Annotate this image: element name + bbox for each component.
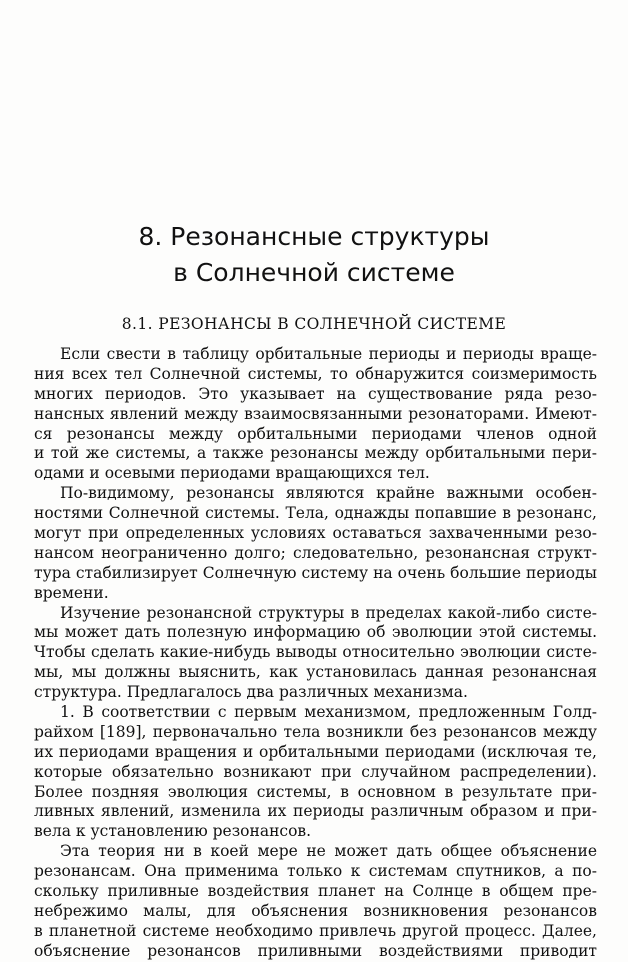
text-line: нансных явлений между взаимосвязанными резонаторами. Имеют- [34,404,597,423]
section-heading: 8.1. РЕЗОНАНСЫ В СОЛНЕЧНОЙ СИСТЕМЕ [121,315,507,333]
chapter-title-line-1: 8. Резонансные структуры [138,222,490,251]
text-line: и той же системы, а также резонансы между орбитальными пери- [34,444,597,463]
text-line: По-видимому, резонансы являются крайне важными особен- [60,484,597,503]
text-line: ния всех тел Солнечной системы, то обнаружится соизмеримость [34,364,597,383]
text-line: Эта теория ни в коей мере не может дать общее объяснение [60,842,597,861]
text-line: небрежимо малы, для объяснения возникновения резонансов [34,901,597,920]
text-line: Чтобы сделать какие-нибудь выводы относительно эволюции систе- [34,643,597,662]
text-line: Если свести в таблицу орбитальные периоды и периоды враще- [60,345,597,363]
text-line: времени. [34,583,109,602]
text-line: объяснение резонансов приливными воздействиями приводит [34,941,597,960]
text-line: 1. В соответствии с первым механизмом, предложенным Голд- [60,703,597,722]
chapter-title-line-2: в Солнечной системе [173,258,455,287]
text-line: мы, мы должны выяснить, как установилась данная резонансная [34,663,597,682]
text-line: многих периодов. Это указывает на существование ряда резо- [34,384,597,403]
text-line: скольку приливные воздействия планет на Солнце в общем пре- [34,882,597,901]
chapter-title [0,219,628,291]
text-line: в планетной системе необходимо привлечь другой процесс. Далее, [34,921,597,940]
text-line: ливных явлений, изменила их периоды различным образом и при- [34,802,597,821]
text-line: могут при определенных условиях оставаться захваченными резо- [34,524,597,543]
text-line: мы может дать полезную информацию об эволюции этой системы. [34,623,597,642]
text-line: Более поздняя эволюция системы, в основном в результате при- [34,782,597,801]
text-line: одами и осевыми периодами вращающихся тел. [34,464,430,483]
text-line: тура стабилизирует Солнечную систему на очень большие периоды [34,563,597,582]
text-line: их периодами вращения и орбитальными периодами (исключая те, [34,742,597,761]
text-line: Изучение резонансной структуры в пределах какой-либо систе- [60,603,597,622]
text-line: ностями Солнечной системы. Тела, однажды попавшие в резонанс, [34,504,597,523]
text-line: нансом неограниченно долго; следовательно, резонансная структ- [34,543,597,562]
body-text [34,345,597,962]
text-line: структура. Предлагалось два различных механизма. [34,683,468,702]
text-line: резонансам. Она применима только к системам спутников, а по- [34,862,597,881]
text-line: райхом [189], первоначально тела возникли без резонансов между [34,722,597,741]
text-line: ся резонансы между орбитальными периодами членов одной [34,424,597,443]
text-line: которые обязательно возникают при случайном распределении). [34,762,597,781]
text-line: вела к установлению резонансов. [34,822,312,841]
